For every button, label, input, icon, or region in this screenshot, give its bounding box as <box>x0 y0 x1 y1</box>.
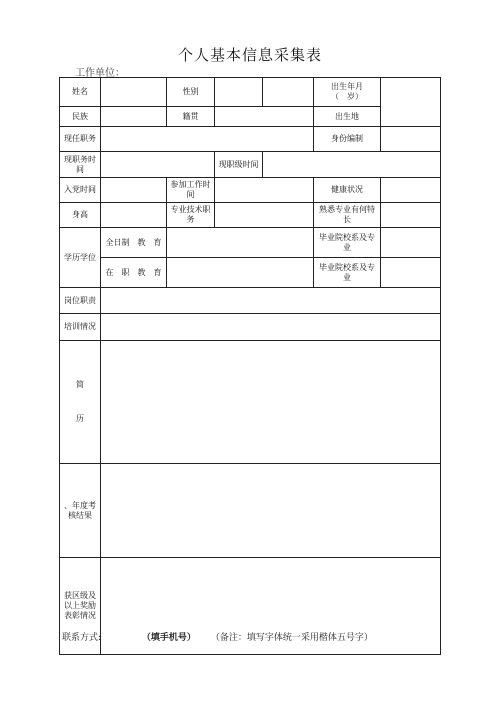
label-ethnicity: 民族 <box>60 107 101 127</box>
field-health[interactable] <box>381 178 441 203</box>
label-birth <box>314 78 381 107</box>
field-gender[interactable] <box>215 78 263 107</box>
label-job-duty: 岗位职责 <box>60 288 101 314</box>
label-native-place: 籍贯 <box>167 107 215 127</box>
row-party-time <box>60 178 441 203</box>
field-prof-title[interactable] <box>215 203 314 228</box>
field-training[interactable] <box>101 314 441 341</box>
label-resume <box>60 341 101 464</box>
row-current-post <box>60 127 441 152</box>
field-gender-extra[interactable] <box>263 78 314 107</box>
label-party-time: 入党时间 <box>60 178 101 203</box>
footer-contact: 联系方式: <box>62 633 102 643</box>
field-rank-time[interactable] <box>263 152 441 178</box>
field-school2[interactable] <box>381 258 441 288</box>
label-prof-title: 专业技术职务 <box>167 203 215 228</box>
label-fulltime: 全日制 教 育 <box>101 228 167 258</box>
page-title: 个人基本信息采集表 <box>177 46 322 64</box>
work-unit-label: 工作单位： <box>75 68 125 79</box>
row-resume <box>60 341 441 464</box>
label-annual-review: 、年度考核结果 <box>60 464 101 558</box>
label-work-start: 参加工作时间 <box>167 178 215 203</box>
label-resume-2: 历 <box>76 414 84 423</box>
row-post-time <box>60 152 441 178</box>
photo-cell[interactable] <box>381 78 441 127</box>
field-parttime[interactable] <box>167 258 314 288</box>
field-name[interactable] <box>101 78 167 107</box>
field-school1[interactable] <box>381 228 441 258</box>
label-birth-line1: 出生年月 <box>331 82 363 91</box>
label-post-time: 现职务时间 <box>60 152 101 178</box>
field-current-post[interactable] <box>101 127 314 152</box>
row-job-duty <box>60 288 441 314</box>
row-edu-fulltime <box>60 228 441 258</box>
row-edu-parttime <box>60 258 441 288</box>
label-resume-1: 简 <box>76 380 84 389</box>
field-ethnicity[interactable] <box>101 107 167 127</box>
label-rank-time: 现职级时间 <box>215 152 263 178</box>
label-name: 姓名 <box>60 78 101 107</box>
label-current-post: 现任职务 <box>60 127 101 152</box>
label-expertise: 熟悉专业有何特长 <box>314 203 381 228</box>
label-birthplace: 出生地 <box>314 107 381 127</box>
field-expertise[interactable] <box>381 203 441 228</box>
field-title-rank[interactable] <box>101 203 167 228</box>
label-education: 学历学位 <box>60 228 101 288</box>
row-training <box>60 314 441 341</box>
footer <box>62 630 373 643</box>
row-name <box>60 78 441 107</box>
label-school2: 毕业院校系及专业 <box>314 258 381 288</box>
field-work-start[interactable] <box>215 178 314 203</box>
info-form-table <box>59 77 441 655</box>
label-id-number: 身份编制 <box>314 127 381 152</box>
field-id-number[interactable] <box>381 127 441 152</box>
field-fulltime[interactable] <box>167 228 314 258</box>
field-post-time[interactable] <box>101 152 215 178</box>
label-title-rank: 身高 <box>60 203 101 228</box>
label-birth-line2: （ 岁） <box>331 92 363 101</box>
footer-phone: （填手机号） <box>141 633 196 643</box>
field-job-duty[interactable] <box>101 288 441 314</box>
label-school1: 毕业院校系及专业 <box>314 228 381 258</box>
label-awards: 获区级及以上奖励表彰情况 <box>60 558 101 655</box>
row-title-rank <box>60 203 441 228</box>
label-gender: 性别 <box>167 78 215 107</box>
label-health: 健康状况 <box>314 178 381 203</box>
field-party-time[interactable] <box>101 178 167 203</box>
label-parttime: 在 职 教 育 <box>101 258 167 288</box>
footer-note: （备注：填写字体统一采用楷体五号字） <box>210 633 373 643</box>
field-resume[interactable] <box>101 341 441 464</box>
row-annual-review <box>60 464 441 558</box>
label-training: 培训情况 <box>60 314 101 341</box>
field-annual-review[interactable] <box>101 464 441 558</box>
field-native-place[interactable] <box>215 107 314 127</box>
